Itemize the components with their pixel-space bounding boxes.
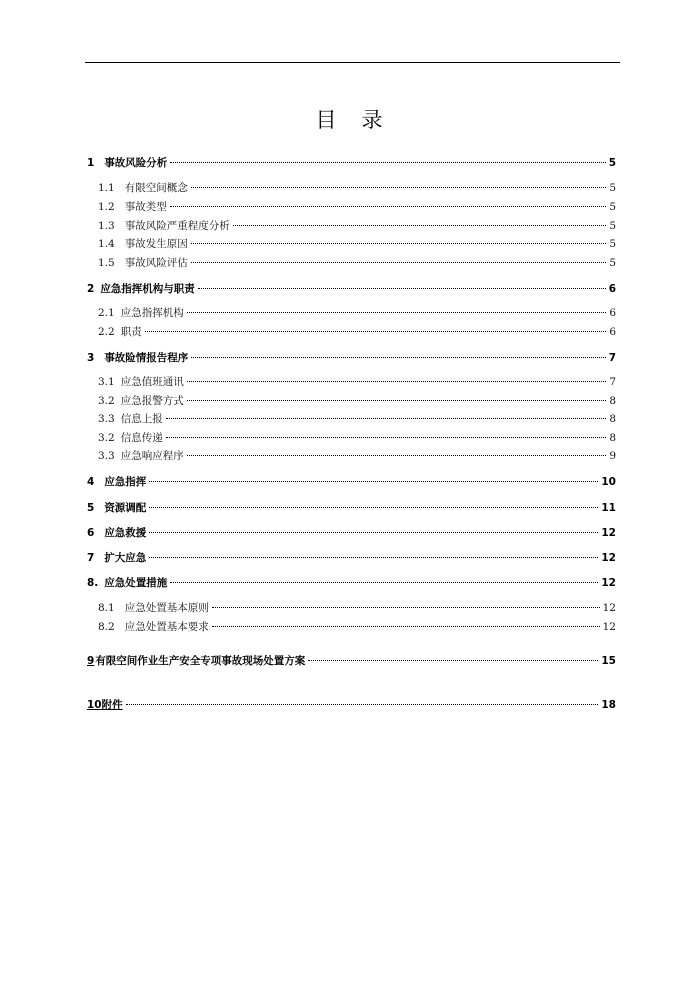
toc-leader-dots	[187, 381, 607, 382]
toc-entry-1-5[interactable]	[98, 255, 616, 271]
toc-entry-page: 9	[609, 450, 616, 462]
toc-entry-page: 6	[608, 283, 616, 295]
toc-entry-8-1[interactable]	[98, 600, 616, 616]
toc-entry-number: 3.2	[98, 395, 115, 407]
toc-leader-dots	[191, 262, 607, 263]
toc-entry-label: 应急报警方式	[120, 395, 184, 407]
toc-entry-3-3[interactable]	[98, 411, 616, 427]
toc-entry-label: 信息上报	[120, 413, 163, 425]
toc-leader-dots	[170, 162, 605, 163]
toc-entry-2-1[interactable]	[98, 305, 616, 321]
toc-entry-2-2[interactable]	[98, 324, 616, 340]
toc-entry-number: 7	[87, 552, 95, 564]
toc-entry-label: 资源调配	[104, 502, 147, 514]
toc-leader-dots	[170, 206, 607, 207]
toc-leader-dots	[145, 331, 607, 332]
toc-entry-4[interactable]	[87, 474, 616, 490]
toc-entry-label: 附件	[101, 699, 123, 711]
toc-entry-label: 应急响应程序	[120, 450, 184, 462]
toc-entry-1-2[interactable]	[98, 199, 616, 215]
toc-leader-dots	[187, 400, 607, 401]
toc-entry-number: 2	[87, 283, 95, 295]
toc-entry-page: 5	[609, 201, 616, 213]
toc-entry-page: 5	[609, 220, 616, 232]
toc-entry-page: 18	[601, 699, 616, 711]
toc-entry-label: 事故风险评估	[124, 257, 188, 269]
toc-entry-8[interactable]	[87, 575, 616, 591]
toc-entry-label: 应急处置基本要求	[124, 621, 209, 633]
toc-entry-page: 10	[601, 476, 616, 488]
toc-leader-dots	[191, 357, 605, 358]
toc-entry-label: 事故险情报告程序	[104, 352, 189, 364]
toc-entry-number: 1.3	[98, 220, 115, 232]
toc-entry-number: 8.	[87, 577, 99, 589]
toc-leader-dots	[191, 187, 607, 188]
toc-leader-dots	[170, 582, 598, 583]
toc-entry-3-1[interactable]	[98, 374, 616, 390]
toc-entry-number: 3.1	[98, 376, 115, 388]
toc-entry-label: 职责	[120, 326, 142, 338]
toc-entry-number: 1.2	[98, 201, 115, 213]
toc-entry-label: 事故风险严重程度分析	[124, 220, 230, 232]
toc-entry-label: 应急值班通讯	[120, 376, 184, 388]
toc-entry-number: 2.1	[98, 307, 115, 319]
toc-entry-label: 事故类型	[124, 201, 167, 213]
toc-leader-dots	[308, 660, 598, 661]
toc-entry-1-1[interactable]	[98, 180, 616, 196]
toc-entry-1[interactable]	[87, 155, 616, 171]
toc-entry-5[interactable]	[87, 500, 616, 516]
toc-leader-dots	[187, 455, 607, 456]
toc-leader-dots	[149, 532, 598, 533]
toc-entry-number: 10	[87, 699, 102, 711]
toc-entry-label: 应急指挥机构与职责	[100, 283, 195, 295]
toc-entry-page: 7	[609, 376, 616, 388]
toc-entry-page: 11	[601, 502, 616, 514]
toc-leader-dots	[149, 507, 598, 508]
toc-leader-dots	[149, 557, 598, 558]
toc-entry-label: 应急处置措施	[104, 577, 168, 589]
toc-entry-9[interactable]	[87, 653, 616, 669]
toc-entry-page: 5	[609, 238, 616, 250]
toc-entry-number: 3	[87, 352, 95, 364]
toc-entry-number: 3.3	[98, 413, 115, 425]
toc-entry-label: 应急处置基本原则	[124, 602, 209, 614]
toc-entry-number: 3.3	[98, 450, 115, 462]
toc-leader-dots	[212, 607, 600, 608]
toc-leader-dots	[212, 626, 600, 627]
toc-entry-page: 12	[602, 621, 616, 633]
toc-entry-number: 5	[87, 502, 95, 514]
toc-entry-7[interactable]	[87, 550, 616, 566]
toc-entry-label: 有限空间概念	[124, 182, 188, 194]
toc-entry-page: 5	[609, 182, 616, 194]
toc-leader-dots	[166, 437, 607, 438]
toc-entry-3-3b[interactable]	[98, 448, 616, 464]
toc-leader-dots	[166, 418, 607, 419]
toc-entry-3-2[interactable]	[98, 393, 616, 409]
toc-entry-page: 7	[608, 352, 616, 364]
toc-entry-label: 应急救援	[104, 527, 147, 539]
toc-entry-page: 6	[609, 307, 616, 319]
toc-entry-page: 8	[609, 395, 616, 407]
toc-entry-number: 8.2	[98, 621, 115, 633]
toc-entry-10[interactable]	[87, 697, 616, 713]
toc-entry-page: 15	[601, 655, 616, 667]
toc-entry-number: 9	[87, 655, 95, 667]
toc-entry-number: 2.2	[98, 326, 115, 338]
toc-entry-label: 应急指挥	[104, 476, 147, 488]
toc-entry-page: 8	[609, 432, 616, 444]
toc-entry-number: 8.1	[98, 602, 115, 614]
toc-entry-page: 5	[608, 157, 616, 169]
toc-leader-dots	[198, 288, 606, 289]
toc-entry-3-2b[interactable]	[98, 430, 616, 446]
toc-entry-page: 6	[609, 326, 616, 338]
page-title: 目 录	[315, 108, 385, 132]
toc-entry-3[interactable]	[87, 350, 616, 366]
toc-entry-label: 扩大应急	[104, 552, 147, 564]
toc-entry-number: 6	[87, 527, 95, 539]
toc-entry-page: 12	[601, 527, 616, 539]
toc-entry-label: 事故风险分析	[104, 157, 168, 169]
toc-leader-dots	[187, 312, 607, 313]
toc-leader-dots	[191, 243, 607, 244]
toc-entry-label: 有限空间作业生产安全专项事故现场处置方案	[95, 655, 306, 667]
toc-entry-page: 8	[609, 413, 616, 425]
toc-leader-dots	[126, 704, 599, 705]
toc-entry-number: 4	[87, 476, 95, 488]
toc-entry-number: 1.4	[98, 238, 115, 250]
toc-entry-page: 12	[602, 602, 616, 614]
toc-entry-page: 5	[609, 257, 616, 269]
toc-entry-number: 1.1	[98, 182, 115, 194]
toc-entry-6[interactable]	[87, 525, 616, 541]
toc-leader-dots	[149, 481, 598, 482]
toc-entry-number: 1.5	[98, 257, 115, 269]
toc-entry-label: 信息传递	[120, 432, 163, 444]
toc-leader-dots	[233, 225, 607, 226]
toc-entry-label: 应急指挥机构	[120, 307, 184, 319]
toc-entry-2[interactable]	[87, 281, 616, 297]
toc-entry-number: 3.2	[98, 432, 115, 444]
toc-entry-label: 事故发生原因	[124, 238, 188, 250]
toc-entry-8-2[interactable]	[98, 619, 616, 635]
toc-entry-page: 12	[601, 577, 616, 589]
toc-entry-page: 12	[601, 552, 616, 564]
toc-entry-number: 1	[87, 157, 95, 169]
toc-entry-1-4[interactable]	[98, 236, 616, 252]
toc-entry-1-3[interactable]	[98, 218, 616, 234]
